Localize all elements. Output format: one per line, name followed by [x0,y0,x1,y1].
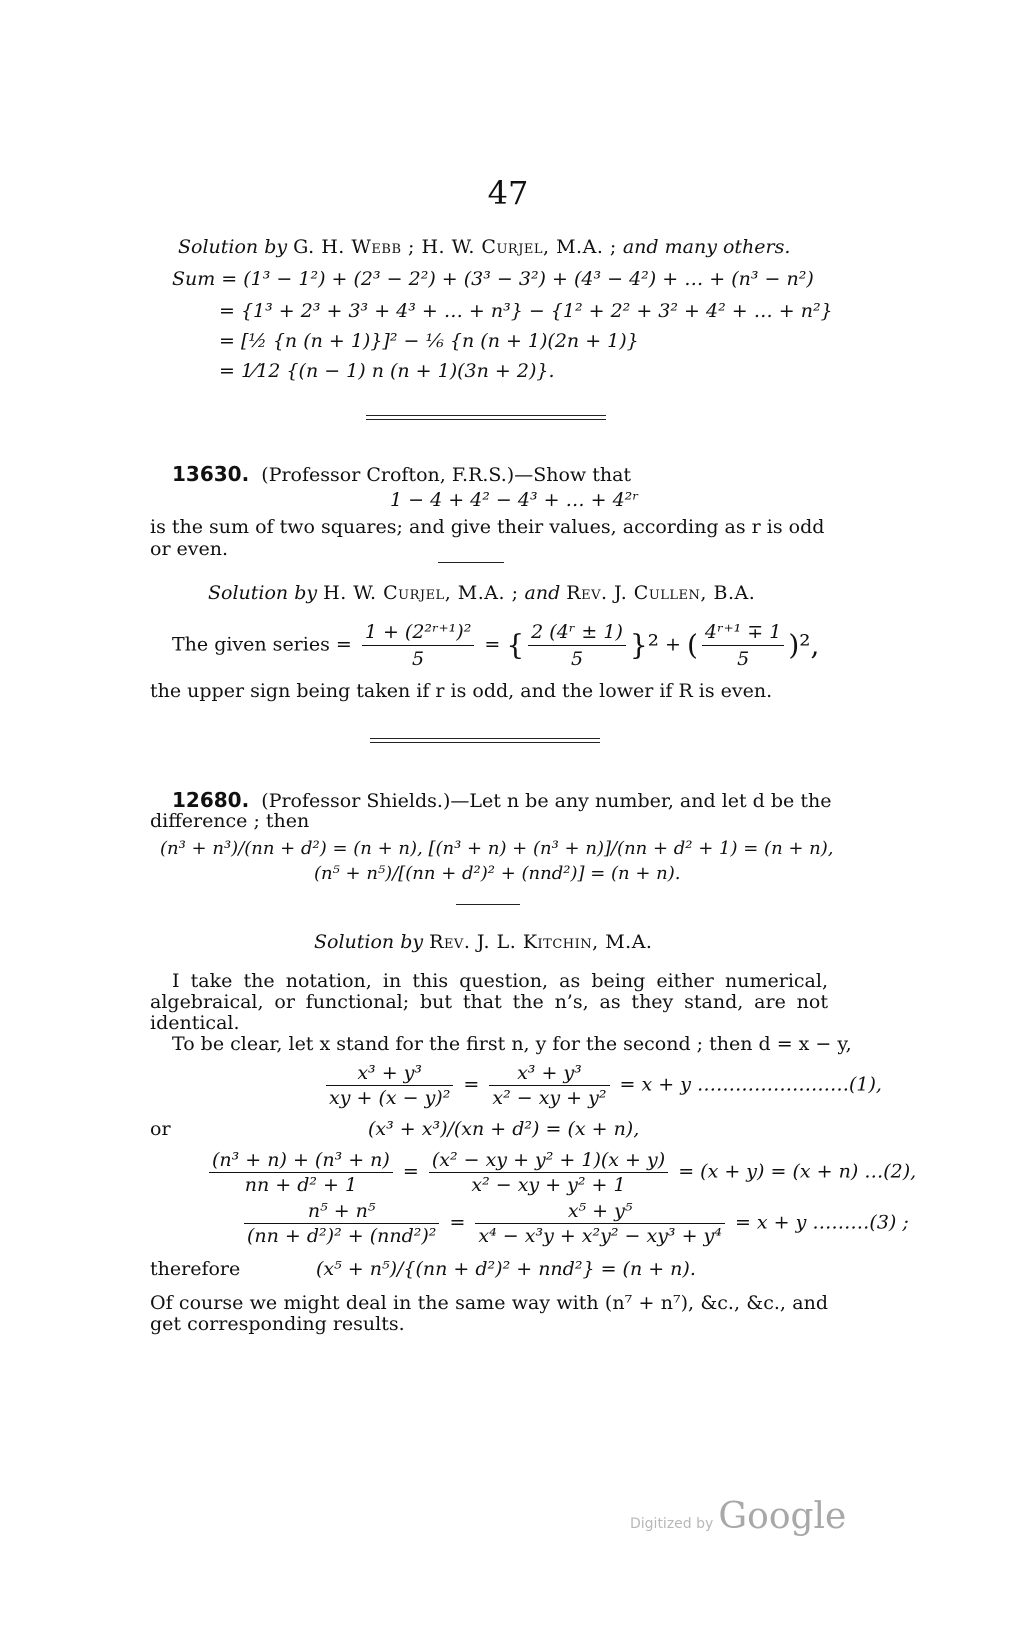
short-rule-2 [456,904,520,905]
sol3-therefore-word: therefore [150,1258,241,1280]
q12680-heading [172,789,831,812]
sol2-authors: H. W. Curjel, M.A. ; [323,582,519,604]
q12680-statement: (Professor Shields.)—Let n be any number, and let d be the [261,790,832,812]
sol3-eq-2-num-b: (x² − xy + y² + 1)(x + y) [429,1149,668,1173]
sol3-p1-line-3: identical. [150,1012,240,1034]
sol3-eq-1 [322,1062,882,1109]
sol2-authors2: Rev. J. Cullen, B.A. [566,582,756,604]
sol2-frac-3-den: 5 [737,648,750,670]
google-watermark [630,1496,846,1537]
sol3-eq-2-rhs: = (x + y) = (x + n) …(2), [678,1160,917,1183]
sol1-line-4: = 1⁄12 {(n − 1) n (n + 1)(3n + 2)}. [219,360,555,382]
sol3-eq-3 [240,1200,909,1247]
left-brace-icon: { [506,628,525,662]
sol2-and: and [524,582,561,604]
section-rule-2 [370,738,600,743]
sol2-eq-sign: = [484,633,501,656]
sol3-p2: To be clear, let x stand for the first n, y for the second ; then d = x − y, [172,1033,852,1055]
sol3-eq-2-frac-b [429,1149,668,1196]
q12680-eq-1: (n³ + n³)/(nn + d²) = (n + n), [(n³ + n) + (n³ + n)]/(nn + d² + 1) = (n + n), [160,838,834,859]
sol3-therefore-eq: (x⁵ + n⁵)/{(nn + d²)² + nnd²} = (n + n). [316,1258,696,1280]
q12680-eq-2: (n⁵ + n⁵)/[(nn + d²)² + (nnd²)] = (n + n). [314,863,681,884]
sol1-line-2: = {1³ + 2³ + 3³ + 4³ + … + n³} − {1² + 2² + 3² + 4² + … + n²} [219,300,833,322]
sol3-eq-3-num-b: x⁵ + y⁵ [475,1200,725,1224]
sol1-heading [178,236,790,258]
sol2-lead: Solution by [208,582,318,604]
sol3-eq-3-den-a: (nn + d²)² + (nnd²)² [247,1225,437,1247]
left-paren-icon: ( [686,628,698,662]
sol3-eq-1-rhs: = x + y ……………………(1), [619,1073,882,1096]
short-rule-1 [438,562,504,563]
right-brace-icon: }² [629,628,659,662]
section-rule-1 [366,415,606,420]
q13630-line-3: or even. [150,538,229,560]
q13630-number: 13630. [172,462,250,486]
google-logo-icon: Google [718,1496,847,1537]
sol3-eq-3-frac-b [475,1200,725,1247]
sol3-lead: Solution by [314,931,424,953]
right-paren-icon: )², [788,628,820,662]
q13630-series: 1 − 4 + 4² − 4³ + … + 4²ʳ [390,489,639,511]
sol3-eq-1-den-b: x² − xy + y² [492,1087,607,1109]
sol2-frac-1-den: 5 [412,648,425,670]
q12680-number: 12680. [172,788,250,812]
sol3-authors: Rev. J. L. Kitchin, M.A. [429,931,653,953]
sol1-line-3: = [½ {n (n + 1)}]² − ⅙ {n (n + 1)(2n + 1)} [219,330,639,352]
sol3-eq-3-rhs: = x + y ………(3) ; [734,1211,909,1234]
sol2-frac-2-den: 5 [570,648,584,670]
sol3-eq-2-equals: = [402,1160,419,1183]
sol3-eq-3-den-b: x⁴ − x³y + x²y² − xy³ + y⁴ [478,1225,722,1247]
q13630-line-2: is the sum of two squares; and give their values, according as r is odd [150,516,825,538]
sol2-frac-2 [528,620,626,671]
sol3-eq-3-frac-a [244,1200,439,1247]
sol3-or-eq: (x³ + x³)/(xn + d²) = (x + n), [368,1118,640,1140]
q12680-line-2: difference ; then [150,810,310,832]
sol3-eq-3-num-a: n⁵ + n⁵ [244,1200,439,1224]
sol3-heading [314,931,652,953]
sol2-given: The given series = [172,633,352,656]
sol2-equation [172,620,819,671]
sol3-eq-1-frac-a [326,1062,453,1109]
sol3-eq-2-frac-a [209,1149,393,1196]
sol3-eq-1-equals: = [463,1073,480,1096]
sol2-heading [208,582,755,604]
sol2-closing: the upper sign being taken if r is odd, and the lower if R is even. [150,680,773,702]
sol2-frac-2-num: 2 (4ʳ ± 1) [528,620,626,646]
sol3-eq-1-num-b: x³ + y³ [489,1062,609,1086]
sol1-line-1: Sum = (1³ − 1²) + (2³ − 2²) + (3³ − 3²) + (4³ − 4²) + … + (n³ − n²) [172,268,814,290]
sol3-eq-2-den-a: nn + d² + 1 [244,1174,358,1196]
sol3-eq-1-num-a: x³ + y³ [326,1062,453,1086]
sol3-final-line-2: get corresponding results. [150,1313,405,1335]
sol1-tail: and many others. [622,236,791,258]
sol2-frac-1 [362,620,474,671]
sol1-lead: Solution by [178,236,288,258]
q13630-heading [172,463,631,486]
q13630-statement: (Professor Crofton, F.R.S.)—Show that [261,464,632,486]
sol3-eq-2-num-a: (n³ + n) + (n³ + n) [209,1149,393,1173]
sol2-frac-3 [702,620,784,671]
sol3-p1-line-1: I take the notation, in this question, as being either numerical, [172,970,828,992]
sol1-authors: G. H. Webb ; H. W. Curjel, M.A. ; [293,236,617,258]
sol3-or-word: or [150,1118,171,1140]
sol3-eq-1-frac-b [489,1062,609,1109]
sol3-eq-3-equals: = [449,1211,466,1234]
sol3-eq-1-den-a: xy + (x − y)² [329,1087,451,1109]
sol3-final-line-1: Of course we might deal in the same way with (n⁷ + n⁷), &c., &c., and [150,1292,828,1314]
sol2-plus-sign: + [665,633,681,656]
sol2-frac-1-num: 1 + (2²ʳ⁺¹)² [362,620,474,646]
watermark-digitized: Digitized by [630,1516,714,1532]
page-number: 47 [487,174,529,212]
sol3-p1-line-2: algebraical, or functional; but that the n’s, as they stand, are not [150,991,828,1013]
sol3-eq-2 [205,1149,916,1196]
sol3-eq-2-den-b: x² − xy + y² + 1 [471,1174,626,1196]
sol2-frac-3-num: 4ʳ⁺¹ ∓ 1 [702,620,784,646]
